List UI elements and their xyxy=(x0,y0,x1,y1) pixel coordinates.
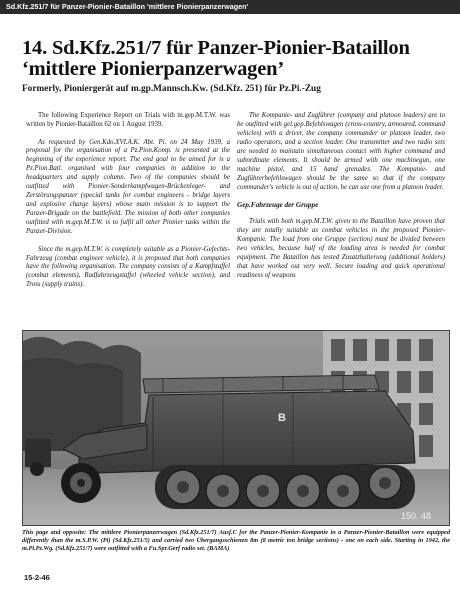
right-column xyxy=(237,112,445,289)
title-line-2: ‘mittlere Pionierpanzerwagen’ xyxy=(22,58,284,80)
negative-number: 150. 48 xyxy=(401,511,432,521)
title-line-1: 14. Sd.Kfz.251/7 für Panzer-Pionier-Bataillon xyxy=(22,37,410,59)
photo-caption: This page and opposite: The mittlere Pionierpanzerwagen (Sd.Kfz.251/7) Ausf.C for the Panzer-Pionier-Kompanie in a Panzer-Pionier-Bataillon were equipped differently than the m.S.P.W. (Pi) (Sd.Kfz.251/5) and carried two Übergangsschienen 8m (8 metric ton bridge sections) - one on each side. Starting in 1942, the m.Pi.Pz.Wg. (Sd.Kfz.251/7) were outfitted with a Fu.Spr.Gerf radio set. (BAMA) xyxy=(22,529,450,553)
page-subtitle: Formerly, Pioniergerät auf m.gp.Mannsch.Kw. (Sd.Kfz. 251) für Pz.Pi.-Zug xyxy=(22,84,321,94)
section-heading: Gep.Fahrzeuge der Gruppe xyxy=(237,201,319,210)
left-paragraph-1: The following Experience Report on Trials with m.gep.M.T.W. was written by Pionier-Bataillon 62 on 1 August 1939. xyxy=(26,112,230,128)
vehicle-marking: B xyxy=(278,412,286,424)
left-column xyxy=(26,112,230,299)
right-paragraph-2: Trials with both m.gep.M.T.W. given to the Bataillon have proven that they are totally suitable as combat vehicles in the proposed Pionier-Kompanie. The load from one Gruppe (section) must be divided between two vehicles, because half of the loading area is needed for combat equipment. The Bataillon has tested Zusatzhalterung (additional holders) that have worked out very well. Secure loading and quick operational readiness of weapons xyxy=(237,218,445,279)
page-number: 15-2-46 xyxy=(24,573,50,582)
running-header xyxy=(0,0,460,14)
halftrack-photo xyxy=(22,330,450,526)
right-paragraph-1: The Kompanie- and Zugführer (company and platoon leaders) are to be outfitted with gel.gep.Befehlswagen (cross-country, armoured, command vehicles) with a driver, the company commander or platoon leader, two radio operators, and a section leader. One transmitter and two radio sets are needed to maintain simultaneous contact with higher command and subordinate elements. It should be armed with one machinegun, one machine pistol, and 15 hand grenades. The Kompanie- and Zugführerbefehlswagen should be the same so that if the company commander's vehicle is out of action, he can use one from a platoon leader. xyxy=(237,112,445,191)
left-paragraph-3: Since the m.gep.M.T.W. is completely suitable as a Pionier-Gefechts-Fahrzeug (combat engineer vehicle), it is proposed that both companies have the following organisation. The company consists of a Kampfstaffel (combat elements), Radfahrzeugstaffel (wheeled vehicle section), and Tross (supply trains). xyxy=(26,245,230,289)
page-title xyxy=(22,38,452,80)
left-paragraph-2: As requested by Gen.Kdo.XVI.A.K. Abt. Pi. on 24 May 1939, a proposal for the organisation of a Pz.Pion.Komp. is presented at the beginning of the experience report. The end goal to be aimed for is a Pz.Pion.Batl. organised with four companies in addition to the headquarters and supply column. Two of the companies should be outfitted with Pionier-Sonderkampfwagen-Brückenleger- and Zerstörungspanzer (special tanks for combat engineers - bridge layers and explosive charge layers) whose main mission is to support the Panzer-Brigade on the battlefield. The mission of both other companies outfitted with m.gep.M.T.W. is to fulfil all other Pionier tasks within the Panzer-Division. xyxy=(26,138,230,236)
running-title: Sd.Kfz.251/7 für Panzer-Pionier-Bataillon 'mittlere Pionierpanzerwagen' xyxy=(6,2,249,11)
